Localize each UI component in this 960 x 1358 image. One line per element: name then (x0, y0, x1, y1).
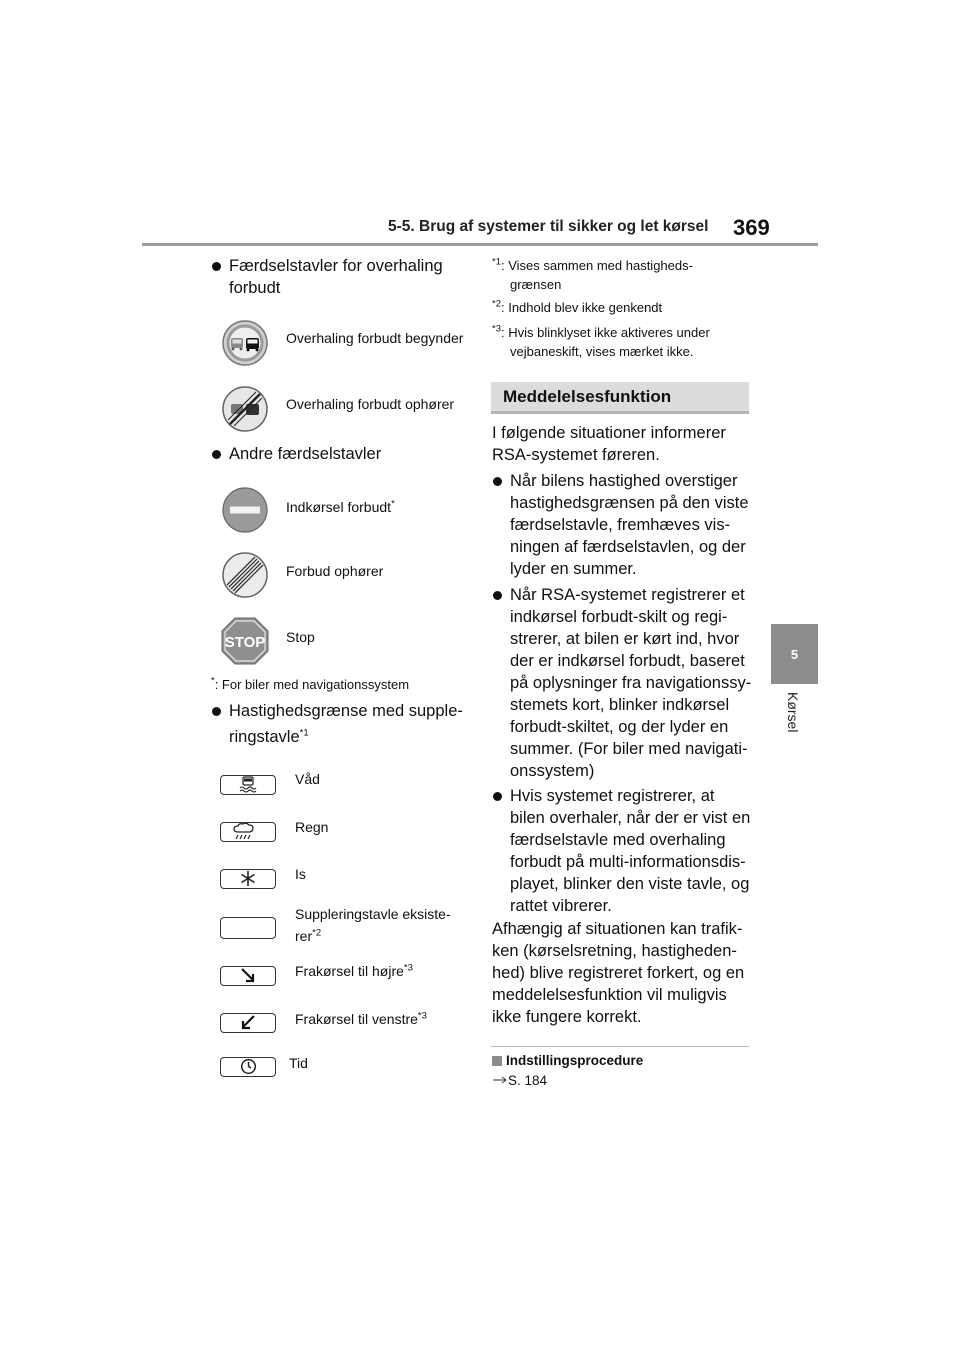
square-marker-icon (492, 1056, 502, 1066)
sign-label: Overhaling forbudt ophører (286, 396, 455, 412)
sign-label: Suppleringstavle eksiste- rer$^{*2}$ (295, 906, 451, 944)
footnote-2: $^{*2}$: Indhold blev ikke genkendt (492, 298, 663, 315)
header-divider (142, 243, 818, 246)
wet-road-sign-icon (220, 775, 276, 795)
page-reference-link[interactable]: S. 184 (492, 1073, 547, 1088)
sign-label: Forbud ophører (286, 563, 384, 579)
section-heading: Meddelelsesfunktion (491, 382, 749, 414)
exit-right-arrow-icon (220, 966, 276, 986)
sign-label: Frakørsel til venstre$^{*3}$ (295, 1010, 427, 1027)
rain-sign-icon (220, 822, 276, 842)
intro-paragraph: I følgende situationer informerer RSA-systemet føreren. (492, 424, 726, 464)
bullet-no-entry-detected: Når RSA-systemet registrerer et indkørsel forbudt-skilt og regi- strerer, at bilen er kørt ind, hvor der er indkørsel forbudt, baseret på oplysninger fra navigationssy- stemets kort, blinker indkørsel forbudt-skiltet, og der lyder en summer. (For biler med navigati- onssystem) (510, 584, 751, 782)
footnote-3: $^{*3}$: Hvis blinklyset ikke aktiveres under vejbaneskift, vises mærket ikke. (492, 323, 710, 359)
sign-label: Regn (295, 819, 329, 835)
footnote-1: $^{*1}$: Vises sammen med hastigheds- grænsen (492, 256, 693, 292)
sub-section-divider (491, 1046, 749, 1047)
bullet-overtaking-detected: Hvis systemet registrerer, at bilen overhaler, når der er vist en færdselstavle med overhaling forbudt på multi-informationsdis- playet, blinker den viste tavle, og rattet vibrerer. (510, 785, 750, 917)
no-overtaking-sign-icon (222, 320, 268, 366)
sign-label: Is (295, 866, 306, 882)
bullet-other-signs (229, 443, 381, 465)
footnote: *: For biler med navigationssystem (211, 675, 410, 692)
sign-label: Frakørsel til højre$^{*3}$ (295, 962, 413, 979)
bullet-dot (493, 477, 502, 486)
bullet-dot (212, 450, 221, 459)
bullet-dot (212, 262, 221, 271)
bullet-speed-limit-supplement (229, 700, 463, 748)
arrow-right-icon (492, 1075, 508, 1085)
bullet-text: forbudt (229, 279, 281, 297)
clock-icon (220, 1057, 276, 1077)
blank-supplementary-sign-icon (220, 917, 276, 939)
bullet-dot (212, 707, 221, 716)
bullet-text: ringstavle$^{*1}$ (229, 727, 309, 746)
ice-snowflake-sign-icon (220, 869, 276, 889)
sub-section-heading: Indstillingsprocedure (492, 1053, 643, 1068)
bullet-dot (493, 792, 502, 801)
page-number: 369 (733, 215, 770, 240)
bullet-dot (493, 591, 502, 600)
sign-label: Stop (286, 629, 315, 645)
bullet-text: Færdselstavler for overhaling (229, 257, 443, 275)
sign-label: Indkørsel forbudt* (286, 498, 395, 515)
no-entry-sign-icon (222, 487, 268, 533)
end-of-restriction-sign-icon (222, 552, 268, 598)
chapter-tab-number: 5 (790, 646, 799, 662)
bullet-text: Hastighedsgrænse med supple- (229, 702, 463, 720)
sign-label: Overhaling forbudt begynder (286, 330, 464, 346)
closing-paragraph: Afhængig af situationen kan trafik- ken (kørselsretning, hastigheden- hed) blive registreret forkert, og en meddelelsesfunktion vil muligvis ikke fungere korrekt. (492, 920, 745, 1026)
end-no-overtaking-sign-icon (222, 386, 268, 432)
svg-text:STOP: STOP (224, 634, 266, 651)
chapter-tab[interactable] (771, 624, 818, 684)
chapter-title: 5-5. Brug af systemer til sikker og let kørsel (388, 218, 709, 235)
sign-label: Våd (295, 771, 320, 787)
exit-left-arrow-icon (220, 1013, 276, 1033)
bullet-text: Andre færdselstavler (229, 445, 382, 463)
sign-label: Tid (289, 1055, 308, 1071)
chapter-tab-label: Kørsel (785, 692, 801, 733)
bullet-overtaking-signs (229, 255, 443, 299)
stop-sign-icon (221, 617, 269, 665)
bullet-speed-exceeded: Når bilens hastighed overstiger hastighedsgrænsen på den viste færdselstavle, fremhæves vis- ningen af færdselstavlen, og der lyder en summer. (510, 470, 749, 580)
